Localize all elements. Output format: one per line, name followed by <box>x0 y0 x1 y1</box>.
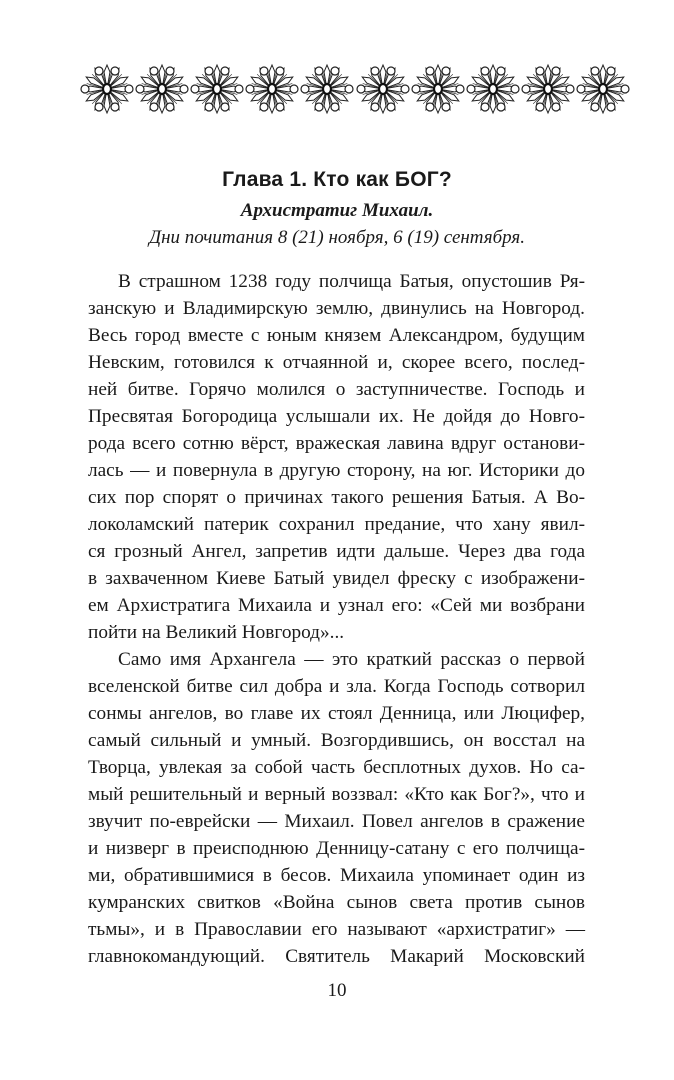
text-line: локоламский патерик сохранил предание, что хану явил- <box>88 514 585 535</box>
body-text <box>88 268 585 970</box>
text-line: мый решительный и верный воззвал: «Кто как Бог?», что и <box>88 784 585 805</box>
text-line: пойти на Великий Новгород»... <box>88 622 345 643</box>
rosette-icon <box>356 60 410 118</box>
rosette-icon <box>135 60 189 118</box>
text-line: ней битве. Горячо молился о заступничестве. Господь и <box>88 379 585 400</box>
text-line: ся грозный Ангел, запретив идти дальше. Через два года <box>88 541 585 562</box>
text-line: кумранских свитков «Война сынов света против сынов <box>88 892 585 913</box>
page-number: 10 <box>327 980 347 1001</box>
text-line: ем Архистратига Михаила и узнал его: «Сей ми возбрани <box>88 595 585 616</box>
text-line: сих пор спорят о причинах такого решения Батыя. А Во- <box>88 487 585 508</box>
decorative-ornament-border <box>80 60 630 118</box>
text-line: главнокомандующий. Святитель Макарий Московский <box>88 946 585 967</box>
rosette-icon <box>411 60 465 118</box>
chapter-title: Глава 1. Кто как БОГ? <box>222 168 452 191</box>
text-line: занскую и Владимирскую землю, двинулись на Новгород. <box>88 298 585 319</box>
rosette-icon <box>521 60 575 118</box>
text-line: ми, обратившимися в бесов. Михаила упоминает один из <box>88 865 585 886</box>
text-line: Само имя Архангела — это краткий рассказ о первой <box>118 649 585 670</box>
text-line: и низверг в преисподнюю Денницу-сатану с его полчища- <box>88 838 585 859</box>
text-line: рода всего сотню вёрст, вражеская лавина вдруг останови- <box>88 433 585 454</box>
text-line: вселенской битве сил добра и зла. Когда Господь сотворил <box>88 676 585 697</box>
text-line: В страшном 1238 году полчища Батыя, опустошив Ря- <box>118 271 585 292</box>
text-line: самый сильный и умный. Возгордившись, он восстал на <box>88 730 585 751</box>
text-line: тьмы», и в Православии его называют «архистратиг» — <box>88 919 585 940</box>
text-line: Пресвятая Богородица услышали их. Не дойдя до Новго- <box>88 406 585 427</box>
feast-days: Дни почитания 8 (21) ноября, 6 (19) сентября. <box>149 227 525 248</box>
text-line: звучит по-еврейски — Михаил. Повел ангелов в сражение <box>88 811 585 832</box>
text-line: сонмы ангелов, во главе их стоял Денница, или Люцифер, <box>88 703 585 724</box>
text-line: Творца, увлекая за собой часть бесплотных духов. Но са- <box>88 757 585 778</box>
text-line: Невским, готовился к отчаянной и, скорее всего, послед- <box>88 352 585 373</box>
rosette-icon <box>300 60 354 118</box>
rosette-icon <box>576 60 630 118</box>
text-line: в захваченном Киеве Батый увидел фреску с изображени- <box>88 568 585 589</box>
text-line: Весь город вместе с юным князем Александром, будущим <box>88 325 585 346</box>
rosette-icon <box>80 60 134 118</box>
rosette-icon <box>245 60 299 118</box>
saint-name: Архистратиг Михаил. <box>240 200 434 221</box>
rosette-icon <box>466 60 520 118</box>
rosette-icon <box>190 60 244 118</box>
text-line: лась — и повернула в другую сторону, на юг. Историки до <box>88 460 585 481</box>
